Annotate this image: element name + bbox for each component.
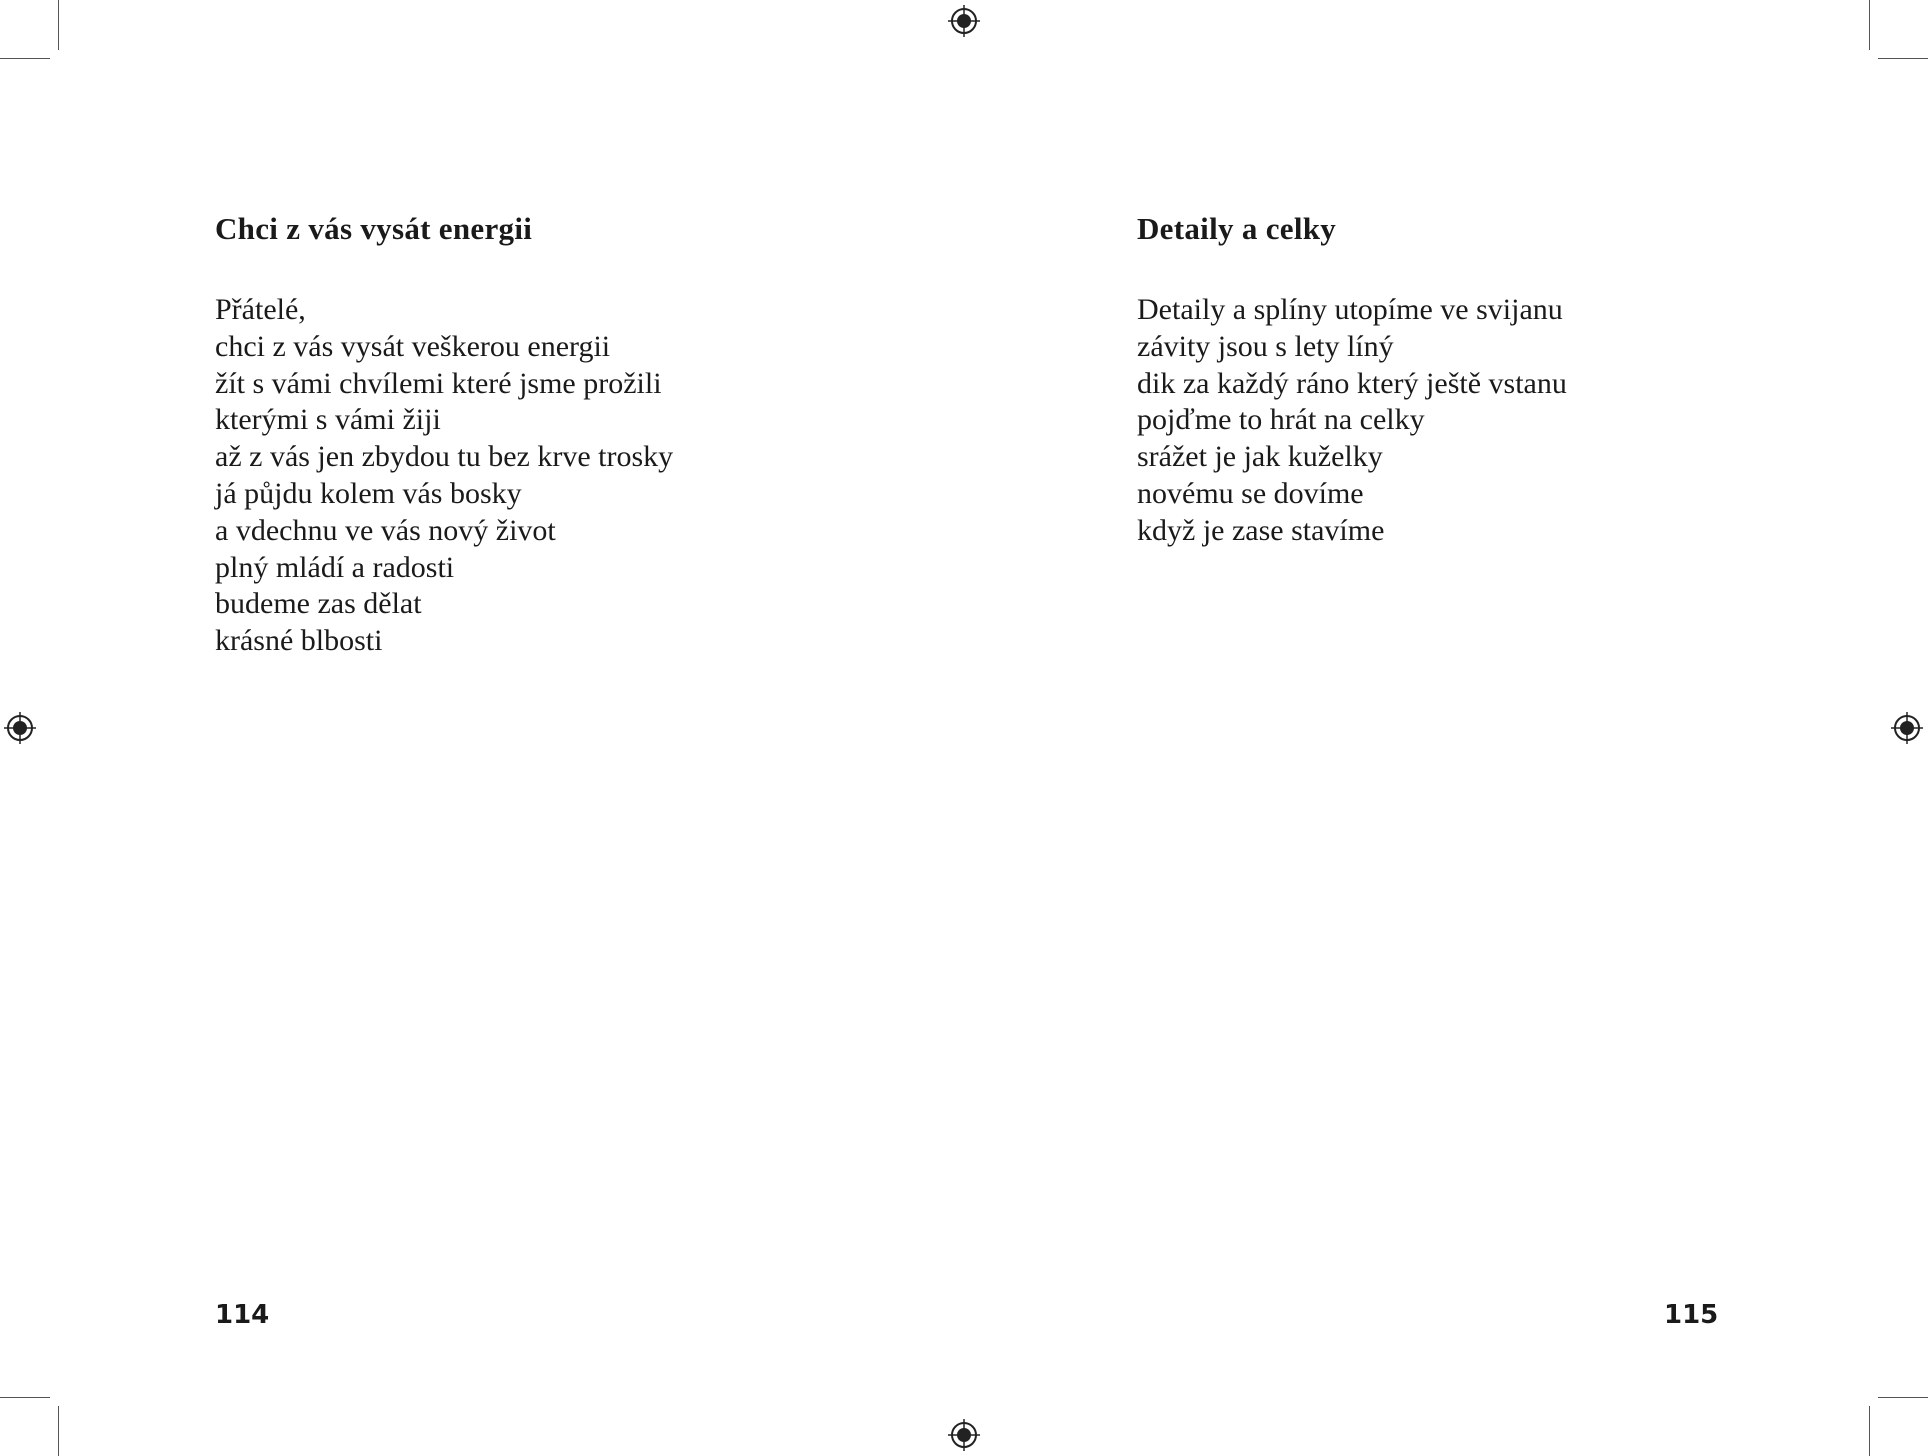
page-number: 115 [1664,1300,1719,1330]
poem-line: kterými s vámi žiji [215,403,441,437]
page-number: 114 [215,1300,270,1330]
poem-line: až z vás jen zbydou tu bez krve trosky [215,440,674,474]
poem-line: Detaily a splíny utopíme ve svijanu [1137,293,1563,326]
poem-line: já půjdu kolem vás bosky [215,476,522,510]
poem-line: chci z vás vysát veškerou energii [215,329,611,363]
poem-line: krásné blbosti [215,624,383,658]
poem-right [1137,206,1567,550]
poem-line: plný mládí a radosti [215,550,455,584]
poem-title: Detaily a celky [1137,211,1337,246]
poem-line: když je zase stavíme [1137,513,1385,547]
poem-line: závity jsou s lety líný [1137,329,1394,363]
poem-line: pojďme to hrát na celky [1137,403,1425,437]
poem-left [215,206,673,660]
poem-line: novému se dovíme [1137,476,1364,510]
poem-title: Chci z vás vysát energii [215,211,533,246]
poem-line: žít s vámi chvílemi které jsme prožili [215,366,662,400]
poem-line: srážet je jak kuželky [1137,440,1383,474]
poem-line: dik za každý ráno který ještě vstanu [1137,366,1567,400]
poem-line: budeme zas dělat [215,587,422,621]
poem-line: a vdechnu ve vás nový život [215,513,556,547]
poem-line: Přátelé, [215,293,306,326]
poem-lines [1137,292,1567,550]
right-page [964,0,1928,1456]
poem-lines [215,292,673,660]
